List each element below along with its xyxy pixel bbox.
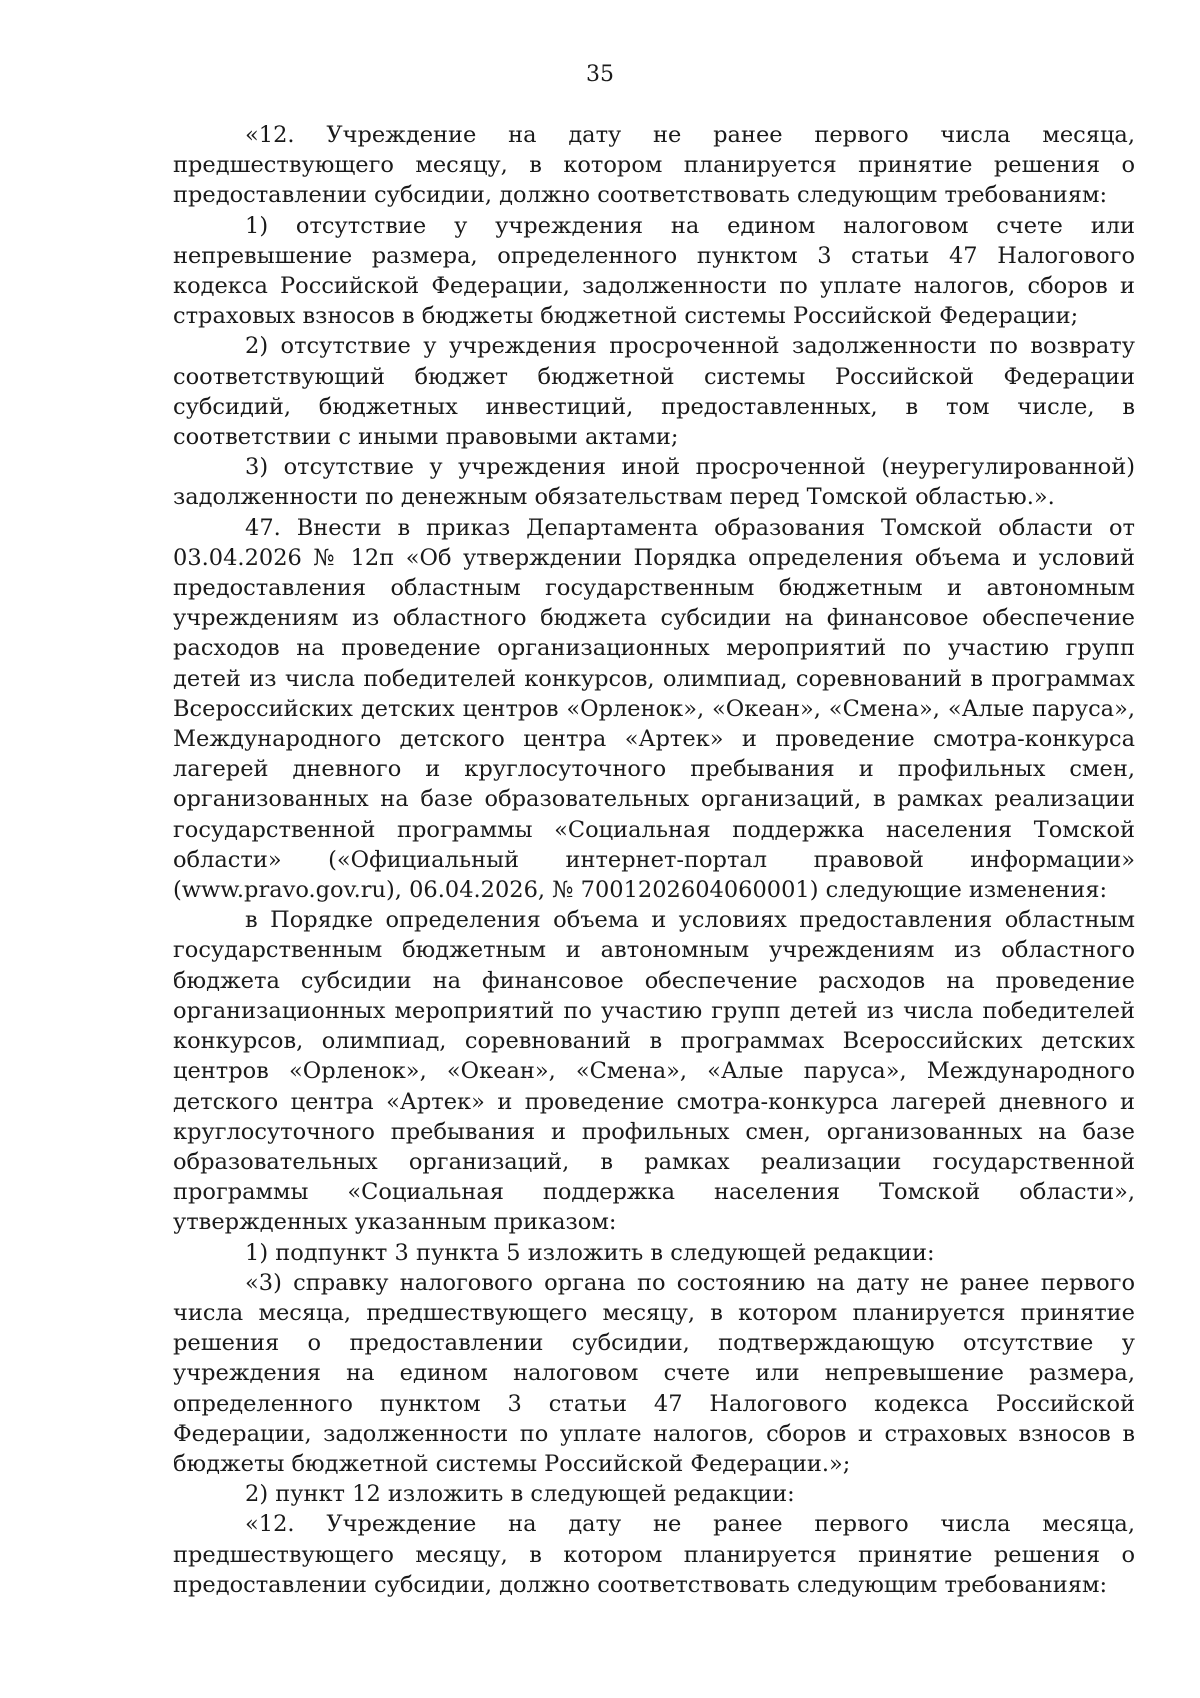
paragraph-order-amendments: в Порядке определения объема и условиях предоставления областным государственным бюджетным и автономным учреждениям из областного бюджета субсидии на финансовое обеспечение расходов на проведение организационных мероприятий по участию групп детей из числа победителей конкурсов, олимпиад, соревнований в программах Всероссийских детских центров «Орленок», «Океан», «Смена», «Алые паруса», Международного детского центра «Артек» и проведение смотра-конкурса лагерей дневного и круглосуточного пребывания и профильных смен, организованных на базе образовательных организаций, в рамках реализации государственной программы «Социальная поддержка населения Томской области», утвержденных указанным приказом: <box>173 907 1135 1236</box>
page-number: 35 <box>586 62 614 87</box>
paragraph-requirements-intro: «12. Учреждение на дату не ранее первого числа месяца, предшествующего месяцу, в котором планируется принятие решения о предоставлении субсидии, должно соответствовать следующим требованиям: <box>173 122 1135 209</box>
paragraph-amendment-2: 2) пункт 12 изложить в следующей редакции: <box>245 1481 795 1508</box>
paragraph-amendment-1-text: «3) справку налогового органа по состоянию на дату не ранее первого числа месяца, предшествующего месяцу, в котором планируется принятие решения о предоставлении субсидии, подтверждающую отсутствие у учреждения на едином налоговом счете или непревышение размера, определенного пунктом 3 статьи 47 Налогового кодекса Российской Федерации, задолженности по уплате налогов, сборов и страховых взносов в бюджеты бюджетной системы Российской Федерации.»; <box>173 1269 1135 1477</box>
paragraph-amendment-1: 1) подпункт 3 пункта 5 изложить в следующей редакции: <box>245 1239 935 1266</box>
paragraph-amendment-2-text: «12. Учреждение на дату не ранее первого числа месяца, предшествующего месяцу, в котором планируется принятие решения о предоставлении субсидии, должно соответствовать следующим требованиям: <box>173 1511 1135 1598</box>
paragraph-item-3-other-debt: 3) отсутствие у учреждения иной просроченной (неурегулированной) задолженности по денежным обязательствам перед Томской областью.». <box>173 454 1135 511</box>
document-body <box>173 120 1135 1600</box>
paragraph-section-47: 47. Внести в приказ Департамента образования Томской области от 03.04.2026 № 12п «Об утверждении Порядка определения объема и условий предоставления областным государственным бюджетным и автономным учреждениям из областного бюджета субсидии на финансовое обеспечение расходов на проведение организационных мероприятий по участию групп детей из числа победителей конкурсов, олимпиад, соревнований в программах Всероссийских детских центров «Орленок», «Океан», «Смена», «Алые паруса», Международного детского центра «Артек» и проведение смотра-конкурса лагерей дневного и круглосуточного пребывания и профильных смен, организованных на базе образовательных организаций, в рамках реализации государственной программы «Социальная поддержка населения Томской области» («Официальный интернет-портал правовой информации» (www.pravo.gov.ru), 06.04.2026, № 7001202604060001) следующие изменения: <box>173 514 1135 904</box>
paragraph-item-2-overdue-debt: 2) отсутствие у учреждения просроченной задолженности по возврату соответствующий бюджет бюджетной системы Российской Федерации субсидий, бюджетных инвестиций, предоставленных, в том числе, в соответствии с иными правовыми актами; <box>173 333 1135 451</box>
paragraph-item-1-tax-debt: 1) отсутствие у учреждения на едином налоговом счете или непревышение размера, определенного пунктом 3 статьи 47 Налогового кодекса Российской Федерации, задолженности по уплате налогов, сборов и страховых взносов в бюджеты бюджетной системы Российской Федерации; <box>173 212 1135 330</box>
